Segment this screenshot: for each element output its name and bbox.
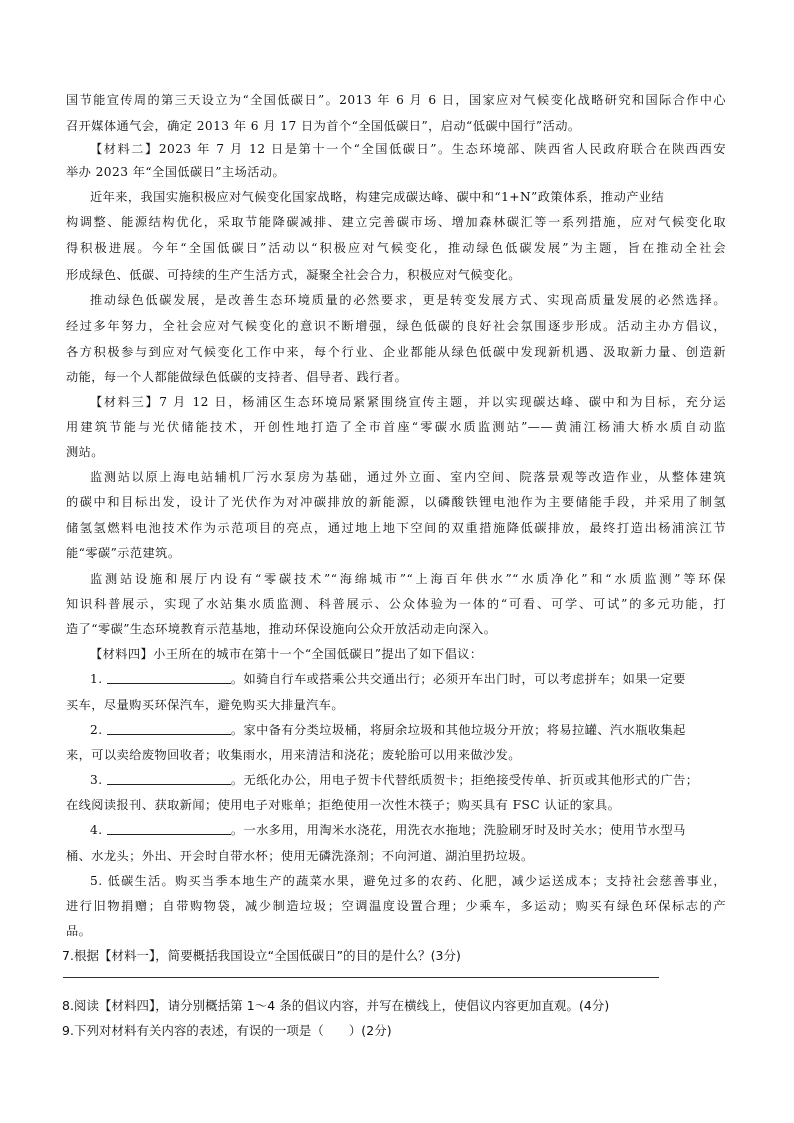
answer-blank[interactable] xyxy=(107,722,231,735)
answer-blank[interactable] xyxy=(107,822,231,835)
item-number: 4. xyxy=(90,823,103,837)
proposal-item-2 xyxy=(90,722,726,738)
paragraph-line: 国节能宣传周的第三天设立为“全国低碳日”。2013 年 6 月 6 日，国家应对气候变化战略研究和国际合作中心 xyxy=(66,93,726,107)
proposal-item-5: 5. 低碳生活。购买当季本地生产的蔬菜水果，避免过多的农药、化肥，减少运送成本；支持社会慈善事业， xyxy=(90,874,726,888)
question-9: 9.下列对材料有关内容的表述，有误的一项是（ ）(2分) xyxy=(62,1023,392,1038)
proposal-item-3 xyxy=(90,772,726,788)
paragraph-line: 得积极进展。今年“全国低碳日”活动以“积极应对气候变化，推动绿色低碳发展”为主题，旨在推动全社会 xyxy=(66,241,726,255)
paragraph-line: 构调整、能源结构优化，采取节能降碳减排、建立完善碳市场、增加森林碳汇等一系列措施，应对气候变化取 xyxy=(66,215,726,229)
paragraph-line: 召开媒体通气会，确定 2013 年 6 月 17 日为首个“全国低碳日”，启动“低碳中国行”活动。 xyxy=(66,119,581,133)
paragraph-line: 能“零碳”示范建筑。 xyxy=(66,546,181,560)
item-number: 3. xyxy=(90,773,103,787)
paragraph-line: 测站。 xyxy=(66,445,104,459)
item-number: 2. xyxy=(90,723,103,737)
item-text: 。一水多用，用淘米水浇花，用洗衣水拖地；洗脸刷牙时及时关水；使用节水型马 xyxy=(230,823,686,837)
paragraph-line: 品。 xyxy=(66,924,92,938)
paragraph-line: 买车，尽量购买环保汽车，避免购买大排量汽车。 xyxy=(66,698,345,712)
question-8: 8.阅读【材料四】，请分别概括第 1～4 条的倡议内容，并写在横线上，使倡议内容更加直观。(4分) xyxy=(62,998,610,1013)
item-text: 。家中备有分类垃圾桶，将厨余垃圾和其他垃圾分开放；将易拉罐、汽水瓶收集起 xyxy=(230,723,686,737)
paragraph-line: 储氢氢燃料电池技术作为示范项目的亮点，通过地上地下空间的双重措施降低碳排放，最终打造出杨浦滨江节 xyxy=(66,521,726,535)
paragraph-line: 的碳中和目标出发，设计了光伏作为对冲碳排放的新能源，以磷酸铁锂电池作为主要储能手段，并采用了制氢 xyxy=(66,495,726,509)
paragraph-line: 监测站以原上海电站辅机厂污水泵房为基础，通过外立面、室内空间、院落景观等改造作业，从整体建筑 xyxy=(90,470,726,484)
paragraph-line: 经过多年努力，全社会应对气候变化的意识不断增强，绿色低碳的良好社会氛围逐步形成。活动主办方倡议， xyxy=(66,319,726,333)
paragraph-line: 监测站设施和展厅内设有“零碳技术”“海绵城市”“上海百年供水”“水质净化”和“水质监测”等环保 xyxy=(90,572,726,586)
paragraph-line: 形成绿色、低碳、可持续的生产生活方式，凝聚全社会合力，积极应对气候变化。 xyxy=(66,268,521,282)
paragraph-line: 举办 2023 年“全国低碳日”主场活动。 xyxy=(66,165,286,179)
paragraph-line: 推动绿色低碳发展，是改善生态环境质量的必然要求，更是转变发展方式、实现高质量发展的必然选择。 xyxy=(90,293,726,307)
item-number: 1. xyxy=(90,672,103,686)
answer-blank[interactable] xyxy=(107,671,231,684)
answer-blank[interactable] xyxy=(107,772,231,785)
material-four-heading: 【材料四】小王所在的城市在第十一个“全国低碳日”提出了如下倡议： xyxy=(90,647,483,661)
paragraph-line: 各方积极参与到应对气候变化工作中来，每个行业、企业都能从绿色低碳中发现新机遇、汲取新力量、创造新 xyxy=(66,345,726,359)
item-text: 。无纸化办公，用电子贺卡代替纸质贺卡；拒绝接受传单、折页或其他形式的广告； xyxy=(230,773,699,787)
answer-line[interactable] xyxy=(63,977,659,978)
paragraph-line: 桶、水龙头；外出、开会时自带水杯；使用无磷洗涤剂；不向河道、湖泊里扔垃圾。 xyxy=(66,849,534,863)
item-text: 。如骑自行车或搭乘公共交通出行；必须开车出门时，可以考虑拼车；如果一定要 xyxy=(230,672,686,686)
paragraph-line: 造了“零碳”生态环境教育示范基地，推动环保设施向公众开放活动走向深入。 xyxy=(66,622,497,636)
material-two-heading: 【材料二】2023 年 7 月 12 日是第十一个“全国低碳日”。生态环境部、陕西省人民政府联合在陕西西安 xyxy=(90,142,726,156)
question-7: 7.根据【材料一】，简要概括我国设立“全国低碳日”的目的是什么？(3分) xyxy=(62,948,461,963)
paragraph-line: 进行旧物捐赠；自带购物袋，减少制造垃圾；空调温度设置合理；少乘车，多运动；购买有绿色环保标志的产 xyxy=(66,899,726,913)
proposal-item-4 xyxy=(90,822,726,838)
proposal-item-1 xyxy=(90,671,726,687)
paragraph-line: 来，可以卖给废物回收者；收集雨水，用来清洁和浇花；废轮胎可以用来做沙发。 xyxy=(66,748,521,762)
paragraph-line: 在线阅读报刊、获取新闻；使用电子对账单；拒绝使用一次性木筷子；购买具有 FSC 认证的家具。 xyxy=(66,798,621,812)
paragraph-line: 动能，每一个人都能做绿色低碳的支持者、倡导者、践行者。 xyxy=(66,370,408,384)
paragraph-line: 近年来，我国实施积极应对气候变化国家战略，构建完成碳达峰、碳中和“1+N”政策体系，推动产业结 xyxy=(90,190,665,204)
paragraph-line: 用建筑节能与光伏储能技术，开创性地打造了全市首座“零碳水质监测站”——黄浦江杨浦大桥水质自动监 xyxy=(66,420,726,434)
material-three-heading: 【材料三】7 月 12 日，杨浦区生态环境局紧紧围绕宣传主题，并以实现碳达峰、碳中和为目标，充分运 xyxy=(90,395,726,409)
paragraph-line: 知识科普展示，实现了水站集水质监测、科普展示、公众体验为一体的“可看、可学、可试”的多元功能，打 xyxy=(66,597,726,611)
